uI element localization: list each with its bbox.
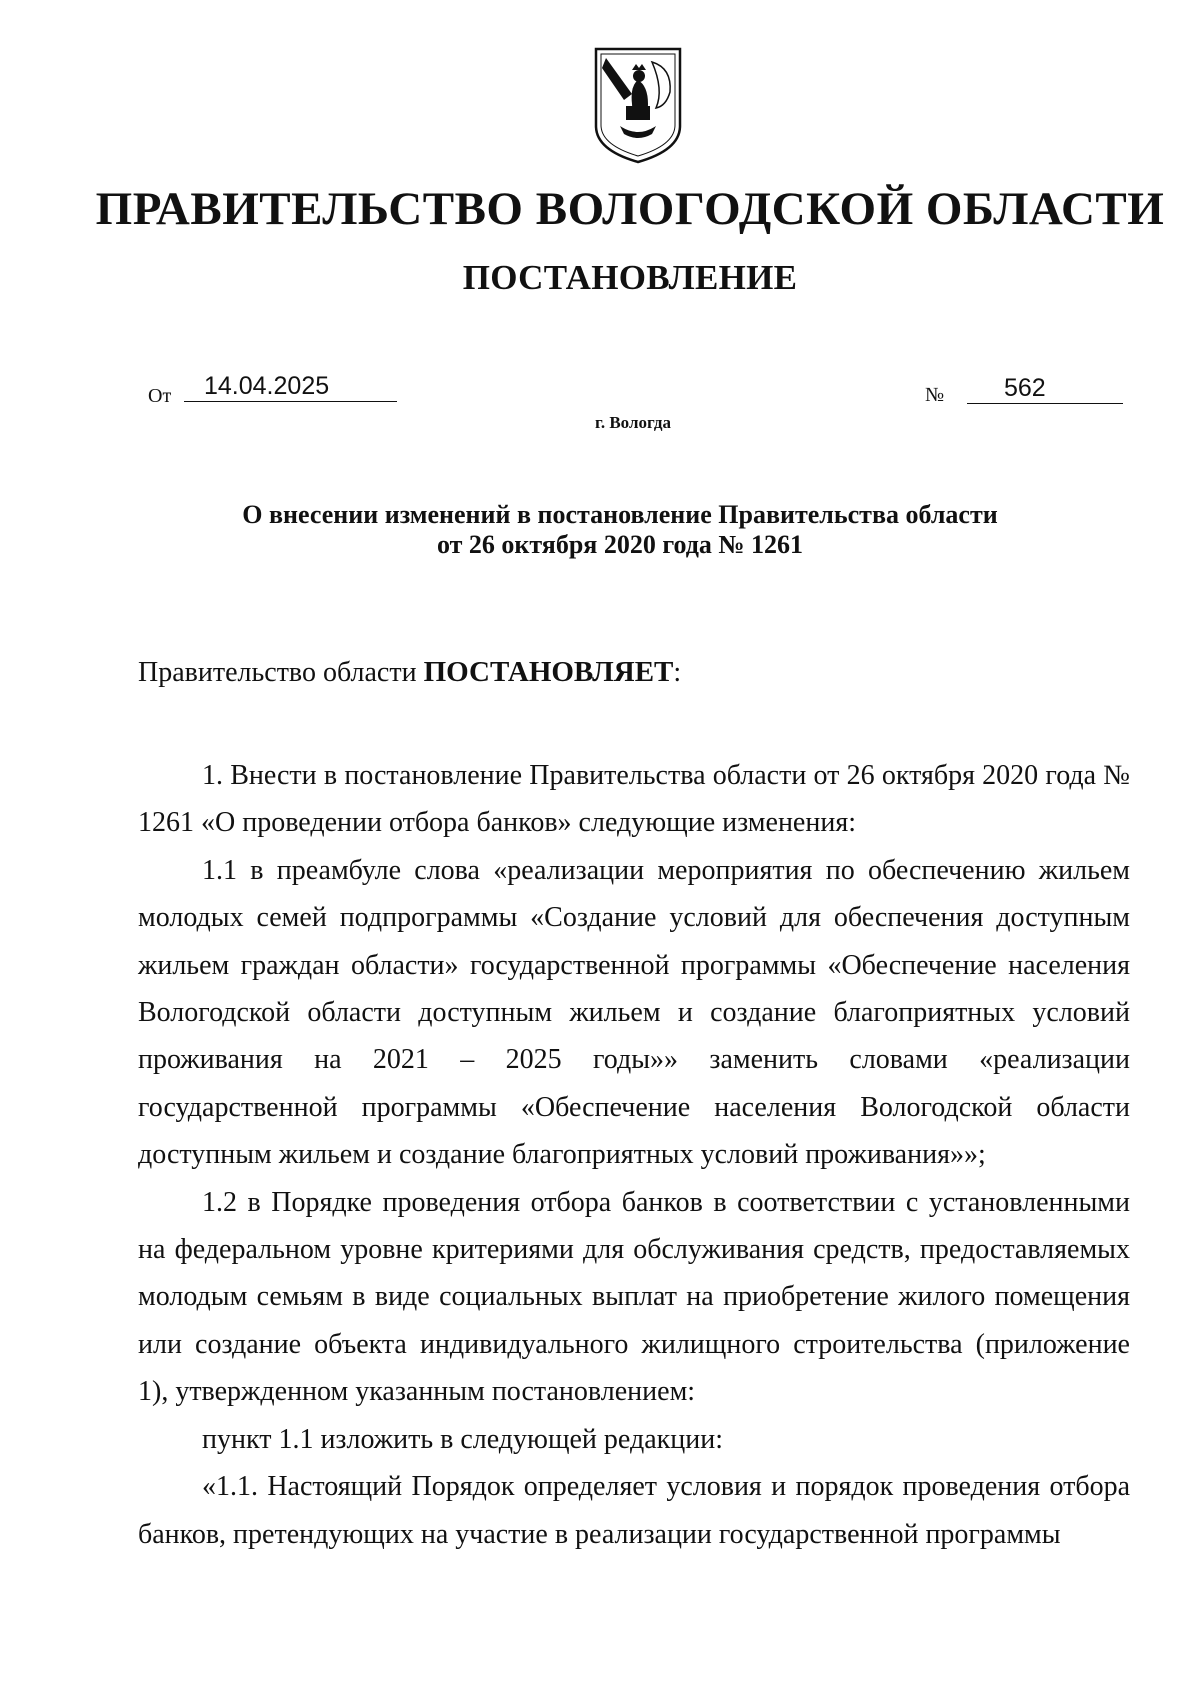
document-number: 562	[967, 374, 1123, 404]
document-type: ПОСТАНОВЛЕНИЕ	[462, 258, 798, 297]
paragraph: «1.1. Настоящий Порядок определяет условия и порядок проведения отбора банков, претендующих на участие в реализации государственной программы	[138, 1471, 1130, 1550]
document-subject	[110, 500, 1130, 560]
government-title: ПРАВИТЕЛЬСТВО ВОЛОГОДСКОЙ ОБЛАСТИ	[95, 183, 1165, 235]
preamble-text: Правительство области	[138, 657, 424, 688]
subject-line: О внесении изменений в постановление Правительства области	[242, 500, 998, 529]
document-date: 14.04.2025	[184, 372, 397, 402]
paragraph: 1.2 в Порядке проведения отбора банков в соответствии с установленными на федеральном уровне критериями для обслуживания средств, предоставляемых молодым семьям в виде социальных выплат на приобретение жилого помещения или создание объекта индивидуального жилищного строительства (приложение 1), утвержденном указанным постановлением:	[138, 1186, 1130, 1408]
preamble-suffix: :	[673, 657, 682, 688]
paragraph: 1.1 в преамбуле слова «реализации мероприятия по обеспечению жильем молодых семей подпрограммы «Создание условий для обеспечения доступным жильем граждан области» государственной программы «Обеспечение населения Вологодской области доступным жильем и создание благоприятных условий проживания на 2021 – 2025 годы»» заменить словами «реализации государственной программы «Обеспечение населения Вологодской области доступным жильем и создание благоприятных условий проживания»»;	[138, 854, 1130, 1171]
city-label: г. Вологда	[595, 413, 671, 432]
document-body	[138, 752, 1130, 1558]
paragraph: пункт 1.1 изложить в следующей редакции:	[202, 1423, 723, 1455]
preamble	[138, 656, 681, 689]
date-prefix: От	[148, 385, 172, 407]
paragraph: 1. Внести в постановление Правительства области от 26 октября 2020 года № 1261 «О проведении отбора банков» следующие изменения:	[138, 760, 1130, 839]
number-block	[925, 374, 1046, 407]
subject-line: от 26 октября 2020 года № 1261	[436, 530, 804, 559]
date-block	[148, 372, 330, 408]
preamble-bold: ПОСТАНОВЛЯЕТ	[423, 656, 674, 688]
coat-of-arms-icon	[592, 46, 684, 164]
number-prefix: №	[925, 384, 945, 406]
